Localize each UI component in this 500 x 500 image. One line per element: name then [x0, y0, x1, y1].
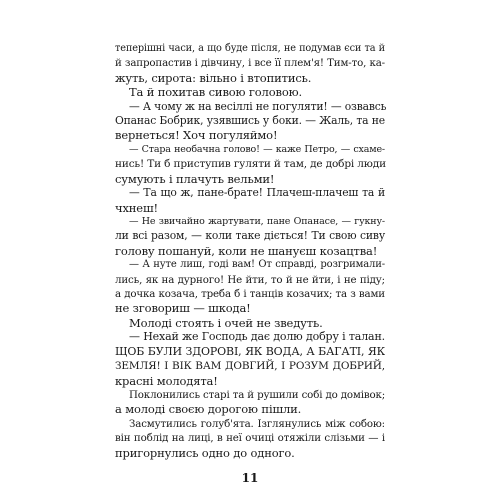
text-line-6: Опанас Бобрик, узявшись у боки. — Жаль, та не: [115, 114, 385, 128]
text-line-2: й запропастив і дівчину, і все її плем'я! Тим-то, ка-: [115, 57, 385, 70]
text-line-25: Поклонились старі та й рушили собі до домівок;: [129, 388, 386, 401]
text-line-4: Та й похитав сивою головою.: [129, 85, 302, 100]
text-line-5: — А чому ж на весіллі не погуляти! — озвавсь: [129, 99, 387, 113]
text-line-23: ЗЕМЛЯ! І ВІК ВАМ ДОВГИЙ, І РОЗУМ ДОБРИЙ,: [115, 360, 385, 373]
text-line-29: пригорнулись одно до одного.: [115, 445, 295, 460]
text-line-14: ли всі разом, — коли таке діється! Ти свою сиву: [115, 229, 385, 243]
text-line-7: вернеться! Хоч погуляймо!: [115, 128, 278, 143]
text-line-21: — Нехай же Господь дає долю добру і талан.: [129, 330, 385, 344]
text-line-3: жуть, сирота: вільно і втопитись.: [115, 70, 312, 85]
text-line-1: теперішні часи, а що буде після, не подумав єси та й: [115, 43, 385, 54]
page-number: 11: [241, 471, 259, 485]
text-line-18: а дочка козача, треба б і танців козачих; та з вами: [115, 288, 385, 301]
text-line-24: красні молодята!: [115, 373, 218, 388]
text-line-13: — Не звичайно жартувати, пане Опанасе, — гукну-: [129, 215, 385, 227]
text-line-12: чхнеш!: [115, 200, 158, 215]
text-line-26: а молоді своєю дорогою пішли.: [115, 402, 302, 417]
text-line-27: Засмутились голуб'ята. Ізглянулись між собою:: [129, 417, 385, 430]
text-line-11: — Та що ж, пане-брате! Плачеш-плачеш та й: [129, 186, 385, 200]
text-line-10: сумують і плачуть вельми!: [115, 171, 275, 186]
text-line-28: він поблід на лиці, в неї очиці отяжіли слізьми — і: [115, 432, 385, 445]
text-line-8: — Стара необачна голово! — каже Петро, — схаме-: [129, 143, 385, 155]
text-line-20: Молоді стоять і очей не зведуть.: [129, 315, 323, 330]
text-line-9: нись! Ти б приступив гуляти й там, де добрі люди: [115, 158, 386, 171]
text-line-22: ЩОБ БУЛИ ЗДОРОВІ, ЯК ВОДА, А БАГАТІ, ЯК: [115, 344, 385, 358]
text-line-19: не зговориш — шкода!: [115, 301, 251, 316]
text-line-15: голову пошануй, коли не шануєш козацтва!: [115, 243, 378, 258]
text-line-16: — А нуте лиш, годі вам! От справді, розгримали-: [129, 259, 385, 271]
text-line-17: лись, як на дурного! Не йти, то й не йти, і не піду;: [115, 273, 385, 286]
